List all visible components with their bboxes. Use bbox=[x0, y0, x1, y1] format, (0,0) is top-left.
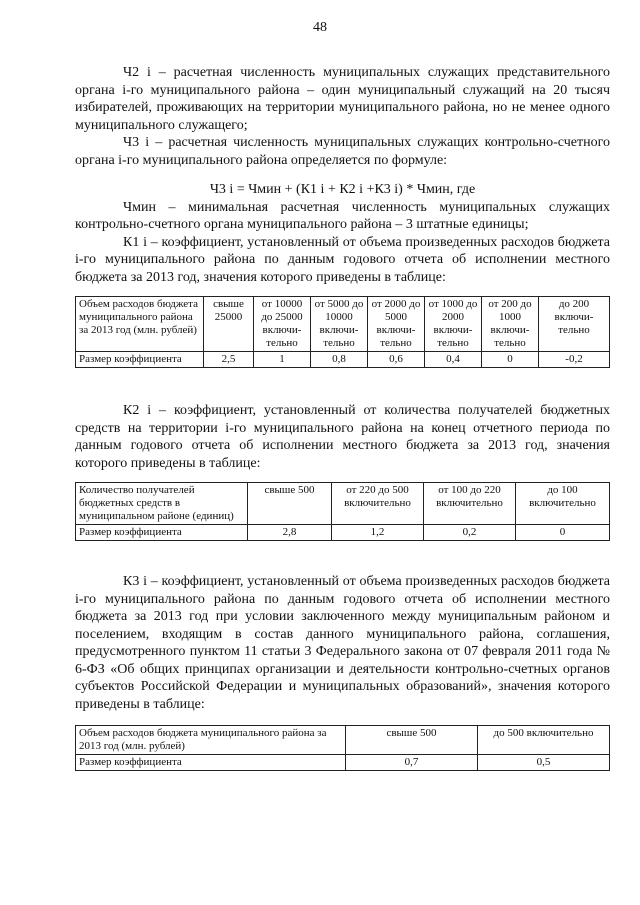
table-k2-value-cell: 0,2 bbox=[424, 525, 516, 541]
table-k2-header-cell: от 100 до 220 включительно bbox=[424, 483, 516, 525]
table-k3-header-label: Объем расходов бюджета муниципального района за 2013 год (млн. рублей) bbox=[76, 726, 346, 755]
table-k2-header-label: Количество получателей бюджетных средств в муниципальном районе (единиц) bbox=[76, 483, 248, 525]
table-k1-value-cell: 0 bbox=[482, 352, 539, 368]
table-k1-value-cell: 1 bbox=[254, 352, 311, 368]
table-k3 bbox=[75, 725, 610, 771]
table-k3-header-row bbox=[76, 726, 610, 755]
table-k3-header-cell: до 500 включительно bbox=[478, 726, 610, 755]
table-k1-header-cell: свыше 25000 bbox=[204, 297, 254, 352]
paragraph-ch3: Ч3 i – расчетная численность муниципальных служащих контрольно-счетного органа i-го муниципального района определяется по формуле: bbox=[75, 135, 610, 168]
table-k1-header-cell: от 200 до 1000 включи-тельно bbox=[482, 297, 539, 352]
page-content bbox=[75, 64, 610, 771]
table-k2-header-cell: до 100 включительно bbox=[516, 483, 610, 525]
paragraph-ch2: Ч2 i – расчетная численность муниципальных служащих представительного органа i-го муниципального района – один муниципальный служащий на 20 тысяч избирателей, проживающих на территории муниципального района, но не менее одного муниципального служащего; bbox=[75, 65, 610, 133]
table-k2-value-row bbox=[76, 525, 610, 541]
table-k2-header-row bbox=[76, 483, 610, 525]
table-k2-row-label: Размер коэффициента bbox=[76, 525, 248, 541]
paragraph-k3: К3 i – коэффициент, установленный от объема произведенных расходов бюджета i-го муниципального района по данным годового отчета об исполнении местного бюджета за 2013 год при условии заключенного между муниципальным районом и поселением, входящим в состав данного муниципального района, соглашения, предусмотренного пунктом 11 статьи 3 Федерального закона от 07 февраля 2011 года № 6-ФЗ «Об общих принципах организации и деятельности контрольно-счетных органов субъектов Российской Федерации и муниципальных образований», значения которого приведены в таблице: bbox=[75, 574, 610, 712]
table-k1-value-cell: 2,5 bbox=[204, 352, 254, 368]
paragraph-k2: К2 i – коэффициент, установленный от количества получателей бюджетных средств на территории i-го муниципального района на конец отчетного периода по данным годового отчета об исполнении местного бюджета за 2013 год, значения которого приведены в таблице: bbox=[75, 403, 610, 471]
table-k2-value-cell: 1,2 bbox=[332, 525, 424, 541]
table-k1-header-cell: от 1000 до 2000 включи-тельно bbox=[425, 297, 482, 352]
table-k1-value-cell: -0,2 bbox=[539, 352, 610, 368]
table-k1-header-label: Объем расходов бюджета муниципального района за 2013 год (млн. рублей) bbox=[76, 297, 204, 352]
table-k2-header-cell: от 220 до 500 включительно bbox=[332, 483, 424, 525]
page-number: 48 bbox=[313, 20, 327, 35]
table-k2-header-cell: свыше 500 bbox=[248, 483, 332, 525]
table-k1 bbox=[75, 296, 610, 368]
table-k3-value-row bbox=[76, 755, 610, 771]
table-k1-value-cell: 0,6 bbox=[368, 352, 425, 368]
formula: Ч3 i = Чмин + (К1 i + К2 i +К3 i) * Чмин, где bbox=[209, 182, 476, 197]
table-k3-row-label: Размер коэффициента bbox=[76, 755, 346, 771]
paragraph-k1: К1 i – коэффициент, установленный от объема произведенных расходов бюджета i-го муниципального района по данным годового отчета об исполнении местного бюджета за 2013 год, значения которого приведены в таблице: bbox=[75, 234, 610, 285]
table-k3-header-cell: свыше 500 bbox=[346, 726, 478, 755]
table-k3-value-cell: 0,7 bbox=[346, 755, 478, 771]
table-k1-value-row bbox=[76, 352, 610, 368]
table-k1-value-cell: 0,4 bbox=[425, 352, 482, 368]
table-k2-value-cell: 2,8 bbox=[248, 525, 332, 541]
table-k2 bbox=[75, 482, 610, 541]
table-k1-value-cell: 0,8 bbox=[311, 352, 368, 368]
table-k1-row-label: Размер коэффициента bbox=[76, 352, 204, 368]
table-k2-value-cell: 0 bbox=[516, 525, 610, 541]
table-k1-header-cell: от 10000 до 25000 включи-тельно bbox=[254, 297, 311, 352]
table-k1-header-cell: от 2000 до 5000 включи-тельно bbox=[368, 297, 425, 352]
table-k1-header-cell: до 200 включи-тельно bbox=[539, 297, 610, 352]
paragraph-chmin: Чмин – минимальная расчетная численность муниципальных служащих контрольно-счетного органа муниципального района – 3 штатные единицы; bbox=[75, 199, 610, 232]
table-k1-header-cell: от 5000 до 10000 включи-тельно bbox=[311, 297, 368, 352]
table-k3-value-cell: 0,5 bbox=[478, 755, 610, 771]
table-k1-header-row bbox=[76, 297, 610, 352]
